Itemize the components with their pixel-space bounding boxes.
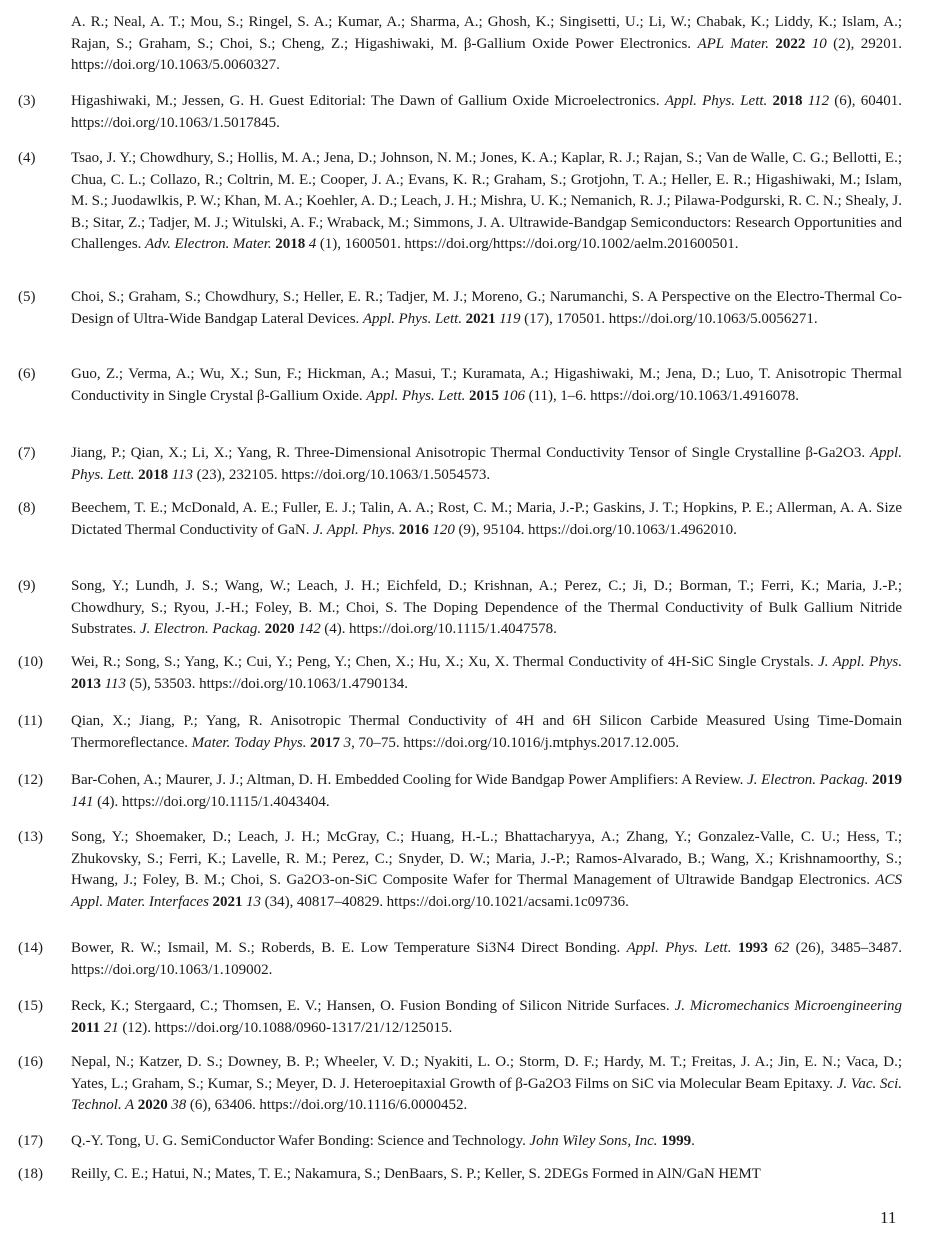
ref-authors: Choi, S.; Graham, S.; Chowdhury, S.; Heller, E. R.; Tadjer, M. J.; Moreno, G.; Narumanchi, S. A Perspective on the Electro-Thermal Co-Design of Ultra-Wide Bandgap Lateral Devices. [71,289,902,327]
ref-journal: J. Electron. Packag. [747,772,869,788]
ref-volume: 4 [308,236,317,252]
reference-entry [71,996,902,1039]
ref-year: 2018 [275,236,306,252]
ref-rest: (2), 29201. https://doi.org/10.1063/5.0060327. [71,35,903,73]
ref-rest: (6), 60401. https://doi.org/10.1063/1.5017845. [71,93,902,131]
ref-year: 2016 [398,521,429,538]
ref-journal: Appl. Phys. Lett. [626,940,732,956]
ref-authors: Song, Y.; Shoemaker, D.; Leach, J. H.; McGray, C.; Huang, H.-L.; Bhattacharyya, A.; Zhang, Y.; Gonzalez-Valle, C. U.; Hess, T.; Zhukovsky, S.; Ferri, K.; Lavelle, R. M.; Perez, C.; Snyder, D. W.; Maria, J.-P.; Ramos-Alvarado, B.; Wang, X.; Krishnamoorthy, S.; Hwang, J.; Foley, B. M.; Choi, S. Ga2O3-on-SiC Composite Wafer for Thermal Management of Ultrawide Bandgap Electronics. [71,829,902,888]
ref-year: 2021 [465,310,496,327]
reference-entry [71,364,902,407]
ref-volume: 142 [298,621,321,637]
ref-journal: Adv. Electron. Mater. [144,236,272,252]
reference-number: (3) [18,93,36,109]
reference-entry [71,443,902,486]
ref-authors: Qian, X.; Jiang, P.; Yang, R. Anisotropic Thermal Conductivity of 4H and 6H Silicon Carbide Measured Using Time-Domain Thermoreflectance. [71,713,902,751]
ref-rest: (4). https://doi.org/10.1115/1.4047578. [324,621,557,637]
reference-number: (16) [18,1054,43,1070]
reference-entry [71,148,902,256]
reference-entry [71,711,902,754]
reference-entry [71,652,902,695]
ref-year: 2015 [468,387,499,404]
reference-number: (17) [18,1133,43,1149]
ref-authors: Q.-Y. Tong, U. G. SemiConductor Wafer Bonding: Science and Technology. [71,1133,526,1149]
ref-authors: Wei, R.; Song, S.; Yang, K.; Cui, Y.; Peng, Y.; Chen, X.; Hu, X.; Xu, X. Thermal Conductivity of 4H-SiC Single Crystals. [71,654,814,670]
ref-year: 2018 [772,93,803,109]
ref-year: 2011 [71,1019,101,1036]
ref-authors: Jiang, P.; Qian, X.; Li, X.; Yang, R. Three-Dimensional Anisotropic Thermal Conductivity Tensor of Single Crystalline β-Ga2O3. [71,445,866,461]
ref-rest: (9), 95104. https://doi.org/10.1063/1.4962010. [458,521,737,538]
ref-year: 2018 [138,466,169,483]
ref-journal: J. Appl. Phys. [313,521,396,538]
ref-year: 2022 [775,35,806,52]
reference-entry [71,827,902,913]
reference-number: (7) [18,445,36,461]
ref-journal: Appl. Phys. Lett. [366,387,466,404]
reference-number: (8) [18,500,36,516]
ref-authors: Guo, Z.; Verma, A.; Wu, X.; Sun, F.; Hickman, A.; Masui, T.; Kuramata, A.; Higashiwaki, M.; Jena, D.; Luo, T. Anisotropic Thermal Conductivity in Single Crystal β-Gallium Oxide. [71,366,902,404]
ref-rest: , 70–75. https://doi.org/10.1016/j.mtphys.2017.12.005. [351,734,680,751]
ref-journal: Appl. Phys. Lett. [362,310,463,327]
ref-authors: Reilly, C. E.; Hatui, N.; Mates, T. E.; Nakamura, S.; DenBaars, S. P.; Keller, S. 2DEGs Formed in AlN/GaN HEMT [71,1166,761,1182]
reference-entry [71,1164,902,1186]
ref-authors: Song, Y.; Lundh, J. S.; Wang, W.; Leach, J. H.; Eichfeld, D.; Krishnan, A.; Perez, C.; Ji, D.; Borman, T.; Ferri, K.; Maria, J.-P.; Chowdhury, S.; Ryou, J.-H.; Foley, B. M.; Choi, S. The Doping Dependence of the Thermal Conductivity of Bulk Gallium Nitride Substrates. [71,578,902,637]
ref-volume: 10 [811,35,827,52]
ref-authors: Tsao, J. Y.; Chowdhury, S.; Hollis, M. A.; Jena, D.; Johnson, N. M.; Jones, K. A.; Kaplar, R. J.; Rajan, S.; Van de Walle, C. G.; Bellotti, E.; Chua, C. L.; Collazo, R.; Coltrin, M. E.; Cooper, J. A.; Evans, K. R.; Graham, S.; Grotjohn, T. A.; Heller, E. R.; Higashiwaki, M.; Islam, M. S.; Juodawlkis, P. W.; Khan, M. A.; Koehler, A. D.; Leach, J. H.; Mishra, U. K.; Nemanich, R. J.; Pilawa-Podgurski, R. C. N.; Shealy, J. B.; Sitar, Z.; Tadjer, M. J.; Witulski, A. F.; Wraback, M.; Simmons, J. A. Ultrawide-Bandgap Semiconductors: Research Opportunities and Challenges. [71,150,902,252]
reference-entry [71,91,902,134]
ref-journal: APL Mater. [697,35,769,52]
reference-entry [71,1131,902,1153]
reference-number: (15) [18,998,43,1014]
ref-journal: J. Vac. Sci. Technol. A [71,1075,902,1113]
reference-entry [71,576,902,641]
ref-journal: Appl. Phys. Lett. [664,93,768,109]
ref-rest: (5), 53503. https://doi.org/10.1063/1.4790134. [129,675,409,692]
ref-rest: (6), 63406. https://doi.org/10.1116/6.0000452. [189,1097,468,1113]
ref-authors: Beechem, T. E.; McDonald, A. E.; Fuller, E. J.; Talin, A. A.; Rost, C. M.; Maria, J.-P.; Gaskins, J. T.; Hopkins, P. E.; Allerman, A. A. Size Dictated Thermal Conductivity of GaN. [71,500,902,538]
ref-volume: 113 [171,466,194,483]
ref-year: 2021 [212,893,243,910]
reference-number: (4) [18,150,36,166]
ref-volume: 3 [343,734,352,751]
ref-rest: . [691,1133,695,1149]
ref-authors: Nepal, N.; Katzer, D. S.; Downey, B. P.; Wheeler, V. D.; Nyakiti, L. O.; Storm, D. F.; Hardy, M. T.; Freitas, J. A.; Jin, E. N.; Vaca, D.; Yates, L.; Graham, S.; Kumar, S.; Meyer, D. J. Heteroepitaxial Growth of β-Ga2O3 Films on SiC via Molecular Beam Epitaxy. [71,1054,902,1092]
reference-number: (10) [18,654,43,670]
reference-number: (5) [18,289,36,305]
ref-journal: Mater. Today Phys. [191,734,307,751]
ref-authors: A. R.; Neal, A. T.; Mou, S.; Ringel, S. A.; Kumar, A.; Sharma, A.; Ghosh, K.; Singisetti, U.; Li, W.; Chabak, K.; Liddy, K.; Islam, A.; Rajan, S.; Graham, S.; Choi, S.; Cheng, Z.; Higashiwaki, M. β-Gallium Oxide Power Electronics. [71,14,902,52]
ref-rest: (26), 3485–3487. https://doi.org/10.1063/1.109002. [71,940,902,978]
ref-year: 2013 [71,675,101,692]
ref-year: 2017 [310,734,341,751]
ref-rest: (34), 40817–40829. https://doi.org/10.1021/acsami.1c09736. [264,893,629,910]
reference-number: (11) [18,713,43,729]
reference-entry [71,1052,902,1117]
reference-number: (18) [18,1166,43,1182]
reference-entry [71,938,902,981]
ref-rest: (1), 1600501. https://doi.org/https://doi.org/10.1002/aelm.201600501. [319,236,739,252]
ref-volume: 106 [502,387,525,404]
ref-authors: Bar-Cohen, A.; Maurer, J. J.; Altman, D. H. Embedded Cooling for Wide Bandgap Power Amplifiers: A Review. [71,772,744,788]
ref-volume: 141 [71,793,94,810]
ref-volume: 38 [171,1097,187,1113]
ref-year: 2019 [871,772,902,788]
reference-entry [71,287,902,330]
ref-year: 2020 [264,621,295,637]
ref-year: 1993 [737,940,768,956]
ref-authors: Higashiwaki, M.; Jessen, G. H. Guest Editorial: The Dawn of Gallium Oxide Microelectronics. [71,93,660,109]
ref-volume: 62 [774,940,790,956]
ref-rest: (17), 170501. https://doi.org/10.1063/5.0056271. [524,310,818,327]
ref-journal: Appl. Phys. Lett. [71,445,902,483]
ref-journal: ACS Appl. Mater. Interfaces [71,872,902,910]
ref-year: 2020 [137,1097,168,1113]
ref-journal: J. Electron. Packag. [139,621,262,637]
reference-entry [71,12,902,77]
ref-volume: 112 [807,93,830,109]
ref-volume: 13 [246,893,262,910]
reference-number: (14) [18,940,43,956]
ref-rest: (12). https://doi.org/10.1088/0960-1317/21/12/125015. [122,1019,453,1036]
ref-volume: 113 [104,675,126,692]
ref-authors: Reck, K.; Stergaard, C.; Thomsen, E. V.; Hansen, O. Fusion Bonding of Silicon Nitride Surfaces. [71,998,670,1014]
ref-volume: 21 [103,1019,119,1036]
ref-volume: 119 [499,310,521,327]
ref-volume: 120 [432,521,455,538]
reference-number: (12) [18,772,43,788]
ref-year: 1999 [661,1133,692,1149]
ref-journal: J. Appl. Phys. [818,654,902,670]
ref-authors: Bower, R. W.; Ismail, M. S.; Roberds, B. E. Low Temperature Si3N4 Direct Bonding. [71,940,621,956]
ref-journal: J. Micromechanics Microengineering [674,998,902,1014]
reference-number: (6) [18,366,36,382]
ref-rest: (11), 1–6. https://doi.org/10.1063/1.4916078. [528,387,799,404]
ref-journal: John Wiley Sons, Inc. [529,1133,658,1149]
ref-rest: (23), 232105. https://doi.org/10.1063/1.5054573. [196,466,491,483]
page-number: 11 [880,1208,897,1227]
ref-rest: (4). https://doi.org/10.1115/1.4043404. [97,793,330,810]
reference-entry [71,498,902,541]
reference-number: (9) [18,578,36,594]
reference-number: (13) [18,829,43,845]
reference-entry [71,770,902,813]
